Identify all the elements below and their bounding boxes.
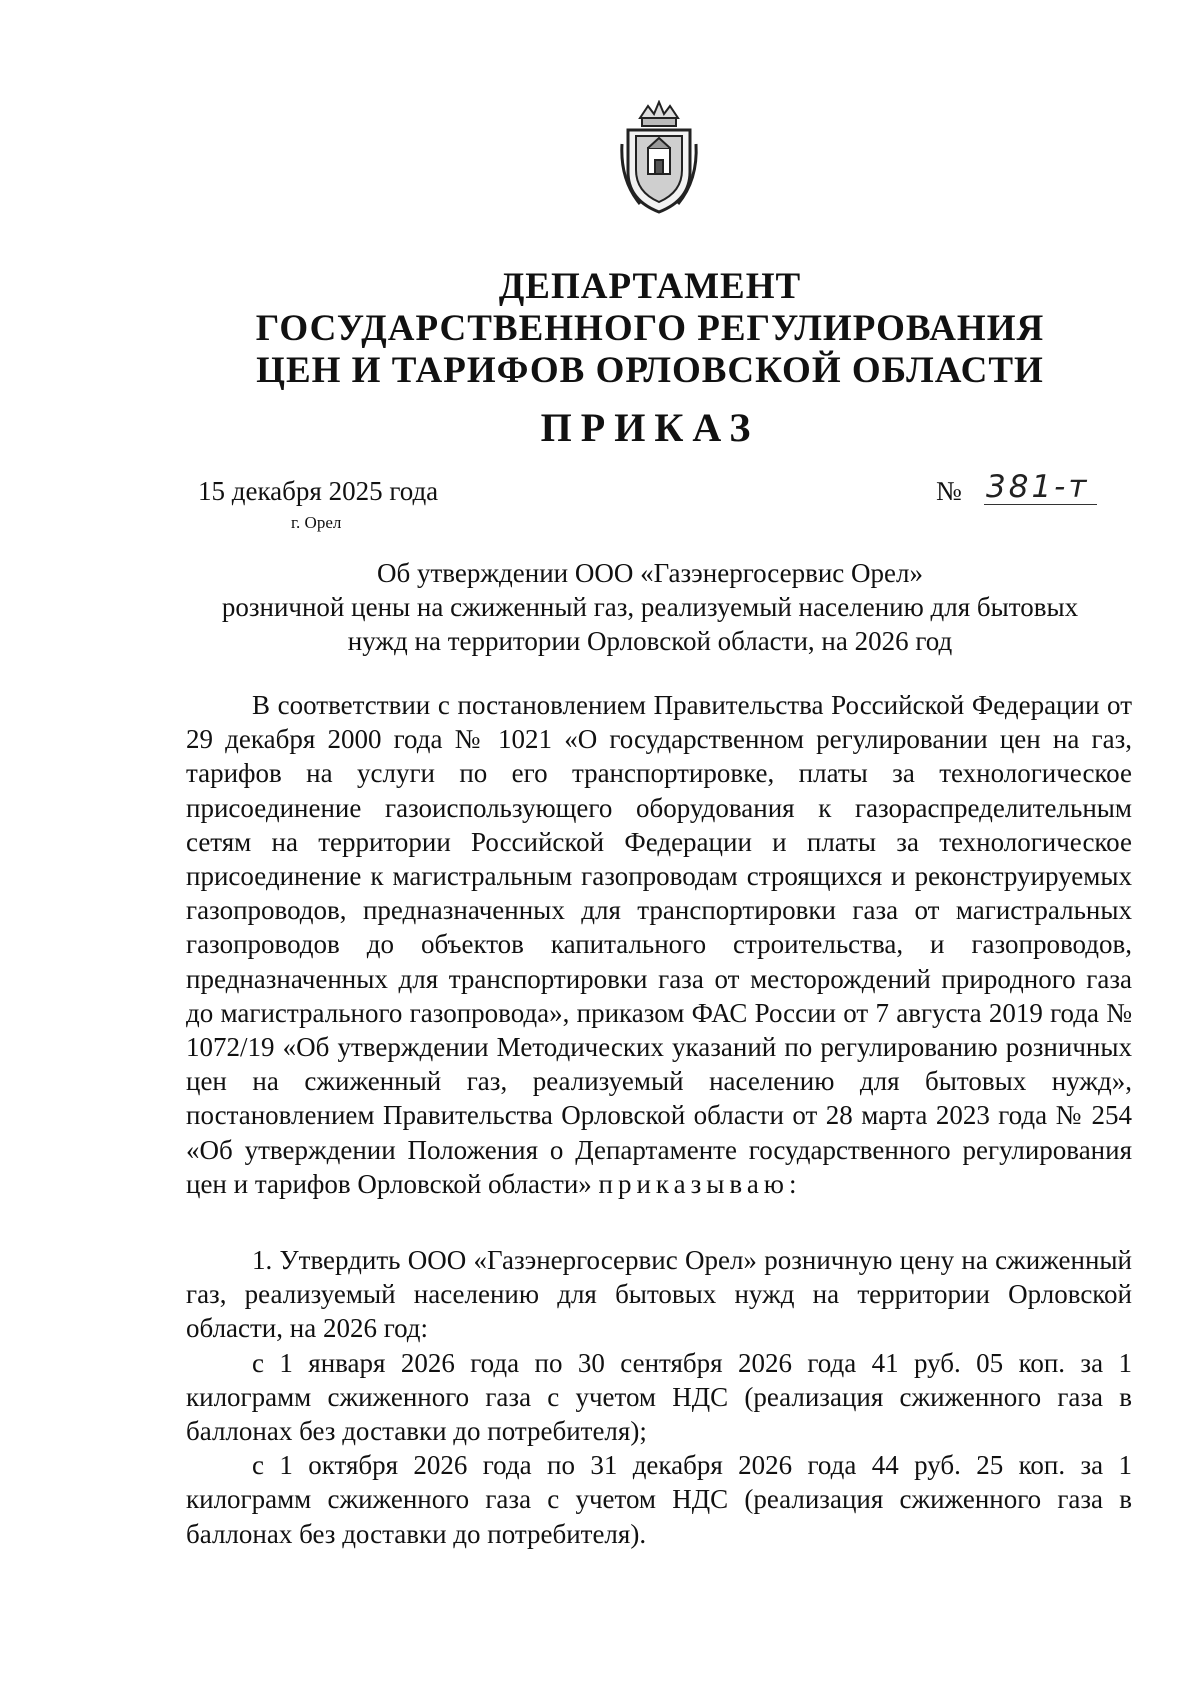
item-period-2-paragraph: с 1 октября 2026 года по 31 декабря 2026 года 44 руб. 25 коп. за 1 килограмм сжиженного газа с учетом НДС (реализация сжиженного газа в баллонах без доставки до потребителя). bbox=[186, 1450, 1132, 1549]
coat-of-arms-icon bbox=[618, 100, 700, 216]
department-name bbox=[200, 266, 1100, 392]
document-type-title: ПРИКАЗ bbox=[540, 405, 760, 450]
preamble-paragraph bbox=[186, 688, 1132, 1201]
preamble-text: В соответствии с постановлением Правительства Российской Федерации от 29 декабря 2000 года № 1021 «О государственном регулировании цен на газ, тарифов на услуги по его транспортировке, платы за технологическое присоединение газоиспользующего оборудования к газораспределительным сетям на территории Российской Федерации и платы за технологическое присоединение к магистральным газопроводам строящихся и реконструируемых газопроводов, предназначенных для транспортировки газа от магистральных газопроводов до объектов капитального строительства, и газопроводов, предназначенных для транспортировки газа от месторождений природного газа до магистрального газопровода», приказом ФАС России от 7 августа 2019 года № 1072/19 «Об утверждении Методических указаний по регулированию розничных цен на сжиженный газ, реализуемый населению для бытовых нужд», постановлением Правительства Орловской области от 28 марта 2023 года № 254 «Об утверждении Положения о Департаменте государственного регулирования цен и тарифов Орловской области» bbox=[186, 690, 1132, 1199]
dept-line-1: ДЕПАРТАМЕНТ bbox=[498, 266, 802, 307]
order-number-label: № bbox=[936, 476, 962, 506]
preamble-block bbox=[186, 688, 1132, 1201]
order-city: г. Орел bbox=[291, 513, 342, 532]
dept-line-2: ГОСУДАРСТВЕННОГО РЕГУЛИРОВАНИЯ bbox=[255, 308, 1045, 349]
order-subject bbox=[200, 556, 1100, 658]
order-date: 15 декабря 2025 года bbox=[198, 476, 439, 506]
subject-line-1: Об утверждении ООО «Газэнергосервис Орел» bbox=[377, 558, 923, 588]
order-word: приказываю: bbox=[598, 1168, 802, 1199]
order-number-handwritten: 381-т bbox=[984, 470, 1097, 505]
dept-line-3: ЦЕН И ТАРИФОВ ОРЛОВСКОЙ ОБЛАСТИ bbox=[256, 350, 1044, 391]
subject-line-2: розничной цены на сжиженный газ, реализуемый населению для бытовых bbox=[221, 592, 1079, 622]
item-period-1-paragraph: с 1 января 2026 года по 30 сентября 2026 года 41 руб. 05 коп. за 1 килограмм сжиженного газа с учетом НДС (реализация сжиженного газа в баллонах без доставки до потребителя); bbox=[186, 1347, 1132, 1447]
item-1-paragraph: 1. Утвердить ООО «Газэнергосервис Орел» розничную цену на сжиженный газ, реализуемый населению для бытовых нужд на территории Орловской области, на 2026 год: bbox=[186, 1245, 1132, 1344]
decision-block bbox=[186, 1243, 1132, 1551]
subject-line-3: нужд на территории Орловской области, на 2026 год bbox=[347, 626, 953, 656]
